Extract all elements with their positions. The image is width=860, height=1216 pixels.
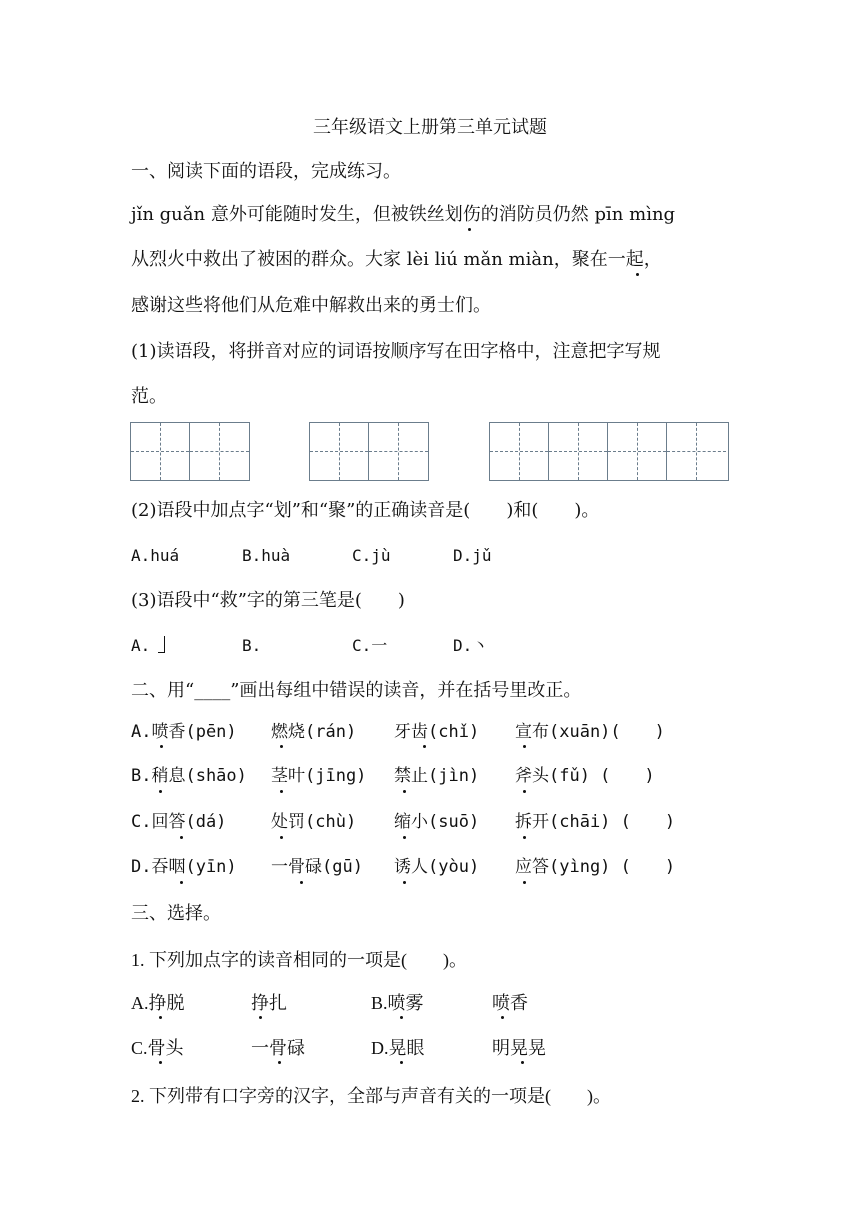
row-d-item-3: 诱人(yòu) [394, 857, 480, 877]
section2-heading: 二、用“____”画出每组中错误的读音，并在括号里改正。 [131, 680, 582, 701]
row-b-item-1: B.稍息(shāo) [131, 766, 247, 786]
emphasis-dot [523, 836, 526, 839]
emphasis-dot [159, 790, 162, 793]
row-d-item-4: 应答(yìng) ( ) [515, 857, 676, 877]
emphasis-dot [259, 1016, 262, 1019]
writing-grid-1[interactable] [130, 422, 250, 481]
emphasis-dot [280, 836, 283, 839]
row-b-item-3: 禁止(jìn) [394, 766, 480, 786]
q2-option-c: C.jù [352, 546, 391, 565]
row-c-item-3: 缩小(suō) [394, 812, 480, 832]
row-b-item-2: 茎叶(jīng) [271, 766, 367, 786]
emphasis-dot [159, 1016, 162, 1019]
s3-q1-option-d: D.晃眼 [371, 1038, 425, 1058]
row-c-item-1: C.回答(dá) [131, 812, 227, 832]
emphasis-dot [159, 1061, 162, 1064]
passage-line-1: jǐn guǎn 意外可能随时发生，但被铁丝划伤的消防员仍然 pīn mìng [131, 204, 676, 225]
s3-q1-text: 1. 下列加点字的读音相同的一项是( )。 [131, 950, 467, 970]
row-a-item-4: 宣布(xuān)( ) [515, 722, 665, 742]
row-a-item-3: 牙齿(chǐ) [394, 722, 480, 742]
s3-q1-option-b2: 喷香 [492, 993, 528, 1013]
emphasis-dot [400, 1016, 403, 1019]
page-title: 三年级语文上册第三单元试题 [313, 117, 547, 138]
s3-q1-option-a: A.挣脱 [131, 993, 185, 1013]
writing-grid-3[interactable] [489, 422, 729, 481]
emphasis-dot [521, 1061, 524, 1064]
emphasis-dot [180, 881, 183, 884]
emphasis-dot [468, 228, 471, 231]
s3-q1-option-d2: 明晃晃 [492, 1038, 546, 1058]
emphasis-dot [403, 790, 406, 793]
row-d-item-2: 一骨碌(gū) [271, 857, 363, 877]
emphasis-dot [300, 881, 303, 884]
row-c-item-4: 拆开(chāi) ( ) [515, 812, 676, 832]
q1-line-2: 范。 [131, 386, 167, 407]
emphasis-dot [501, 1016, 504, 1019]
grid-cell[interactable] [549, 423, 608, 480]
grid-cell[interactable] [667, 423, 726, 480]
q2-text: (2)语段中加点字“划”和“聚”的正确读音是( )和( )。 [131, 500, 600, 521]
emphasis-dot [423, 745, 426, 748]
emphasis-dot [523, 745, 526, 748]
q2-option-d: D.jǔ [453, 546, 492, 565]
row-b-item-4: 斧头(fǔ) ( ) [515, 766, 655, 786]
grid-cell[interactable] [131, 423, 190, 480]
emphasis-dot [180, 836, 183, 839]
grid-cell[interactable] [310, 423, 369, 480]
q2-option-b: B.huà [242, 546, 291, 565]
q1-line-1: (1)读语段，将拼音对应的词语按顺序写在田字格中，注意把字写规 [131, 341, 661, 362]
row-a-item-1: A.喷香(pēn) [131, 722, 237, 742]
q3-option-d: D.丶 [453, 636, 489, 655]
grid-cell[interactable] [369, 423, 428, 480]
writing-grid-2[interactable] [309, 422, 429, 481]
emphasis-dot [280, 745, 283, 748]
emphasis-dot [278, 1061, 281, 1064]
q3-option-a: A. [131, 636, 151, 655]
s3-q1-option-a2: 挣扎 [251, 993, 287, 1013]
grid-cell[interactable] [190, 423, 249, 480]
section3-heading: 三、选择。 [131, 903, 221, 924]
passage-line-2: 从烈火中救出了被困的群众。大家 lèi liú mǎn miàn，聚在一起， [131, 249, 662, 270]
s3-q1-option-c: C.骨头 [131, 1038, 184, 1058]
emphasis-dot [280, 790, 283, 793]
emphasis-dot [523, 881, 526, 884]
q3-option-c: C.一 [352, 636, 388, 655]
emphasis-dot [636, 273, 639, 276]
row-c-item-2: 处罚(chù) [271, 812, 357, 832]
emphasis-dot [160, 745, 163, 748]
q3-text: (3)语段中“救”字的第三笔是( ) [131, 590, 405, 611]
row-a-item-2: 燃烧(rán) [271, 722, 357, 742]
grid-cell[interactable] [490, 423, 549, 480]
q2-option-a: A.huá [131, 546, 180, 565]
passage-line-3: 感谢这些将他们从危难中解救出来的勇士们。 [131, 295, 491, 316]
row-d-item-1: D.吞咽(yīn) [131, 857, 237, 877]
s3-q1-option-c2: 一骨碌 [251, 1038, 305, 1058]
section1-heading: 一、阅读下面的语段，完成练习。 [131, 161, 401, 182]
s3-q2-text: 2. 下列带有口字旁的汉字，全部与声音有关的一项是( )。 [131, 1086, 611, 1106]
emphasis-dot [523, 790, 526, 793]
vertical-hook-stroke-icon [158, 636, 165, 653]
emphasis-dot [400, 1061, 403, 1064]
grid-cell[interactable] [608, 423, 667, 480]
q3-option-b: B. [242, 636, 262, 655]
emphasis-dot [403, 836, 406, 839]
s3-q1-option-b: B.喷雾 [371, 993, 424, 1013]
emphasis-dot [403, 881, 406, 884]
